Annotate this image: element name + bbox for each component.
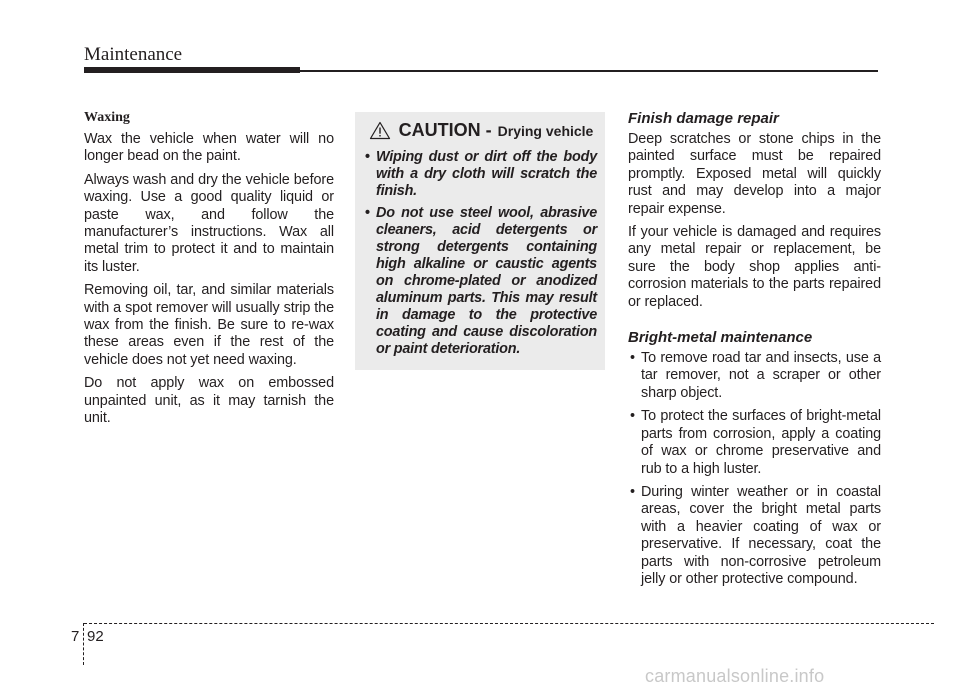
header-rule-thin bbox=[300, 70, 878, 72]
waxing-paragraph: Removing oil, tar, and similar materials with a spot remover will usually strip the wax from the finish. Be sure to re-wax these areas even if the rest of the vehicle does not yet need waxing. bbox=[84, 282, 334, 368]
finish-damage-heading: Finish damage repair bbox=[628, 110, 779, 127]
waxing-paragraph: Do not apply wax on embossed unpainted unit, as it may tarnish the unit. bbox=[84, 375, 334, 427]
waxing-subhead: Waxing bbox=[84, 110, 130, 125]
left-column bbox=[84, 110, 334, 434]
header-rule-thick bbox=[84, 67, 300, 73]
page-header-title: Maintenance bbox=[84, 44, 183, 65]
chapter-number: 7 bbox=[71, 628, 80, 645]
bright-metal-heading: Bright-metal maintenance bbox=[628, 329, 813, 347]
caution-title-row bbox=[365, 120, 597, 141]
warning-triangle-icon bbox=[369, 121, 391, 140]
caution-subtitle: Drying vehicle bbox=[497, 122, 594, 139]
bright-metal-item: • During winter weather or in coastal areas, cover the bright metal parts with a heavier coating of wax or preservative. If necessary, coat the parts with non-corrosive petroleum jelly or other protective compound. bbox=[628, 484, 881, 588]
caution-label: CAUTION - bbox=[398, 120, 492, 140]
caution-list bbox=[365, 149, 597, 358]
bright-metal-list bbox=[628, 350, 881, 588]
footer-dashed-rule bbox=[84, 623, 934, 624]
waxing-paragraph: Always wash and dry the vehicle before waxing. Use a good quality liquid or paste wax, and follow the manufacturer’s instructions. Wax all metal trim to protect it and to maintain its luster. bbox=[84, 171, 334, 275]
page-number: 92 bbox=[87, 628, 104, 645]
right-column bbox=[628, 110, 881, 594]
caution-item: • Wiping dust or dirt off the body with a dry cloth will scratch the finish. bbox=[365, 149, 597, 200]
footer-vertical-rule bbox=[83, 623, 84, 665]
watermark: carmanualsonline.info bbox=[645, 666, 825, 686]
bright-metal-item: • To remove road tar and insects, use a tar remover, not a scraper or other sharp object. bbox=[628, 350, 881, 402]
bright-metal-item: • To protect the surfaces of bright-metal parts from corrosion, apply a coating of wax or chrome preservative and rub to a high luster. bbox=[628, 408, 881, 478]
caution-box bbox=[355, 112, 605, 370]
waxing-paragraph: Wax the vehicle when water will no longer bead on the paint. bbox=[84, 131, 334, 165]
finish-paragraph: If your vehicle is damaged and requires any metal repair or replacement, be sure the body shop applies anti-corrosion materials to the parts repaired or replaced. bbox=[628, 224, 881, 310]
finish-paragraph: Deep scratches or stone chips in the painted surface must be repaired promptly. Exposed metal will quickly rust and may develop into a major repair expense. bbox=[628, 131, 881, 217]
caution-item: • Do not use steel wool, abrasive cleaners, acid detergents or strong detergents containing high alkaline or caustic agents on chrome-plated or anodized aluminum parts. This may result in damage to the protective coating and cause discoloration or paint deterioration. bbox=[365, 205, 597, 358]
